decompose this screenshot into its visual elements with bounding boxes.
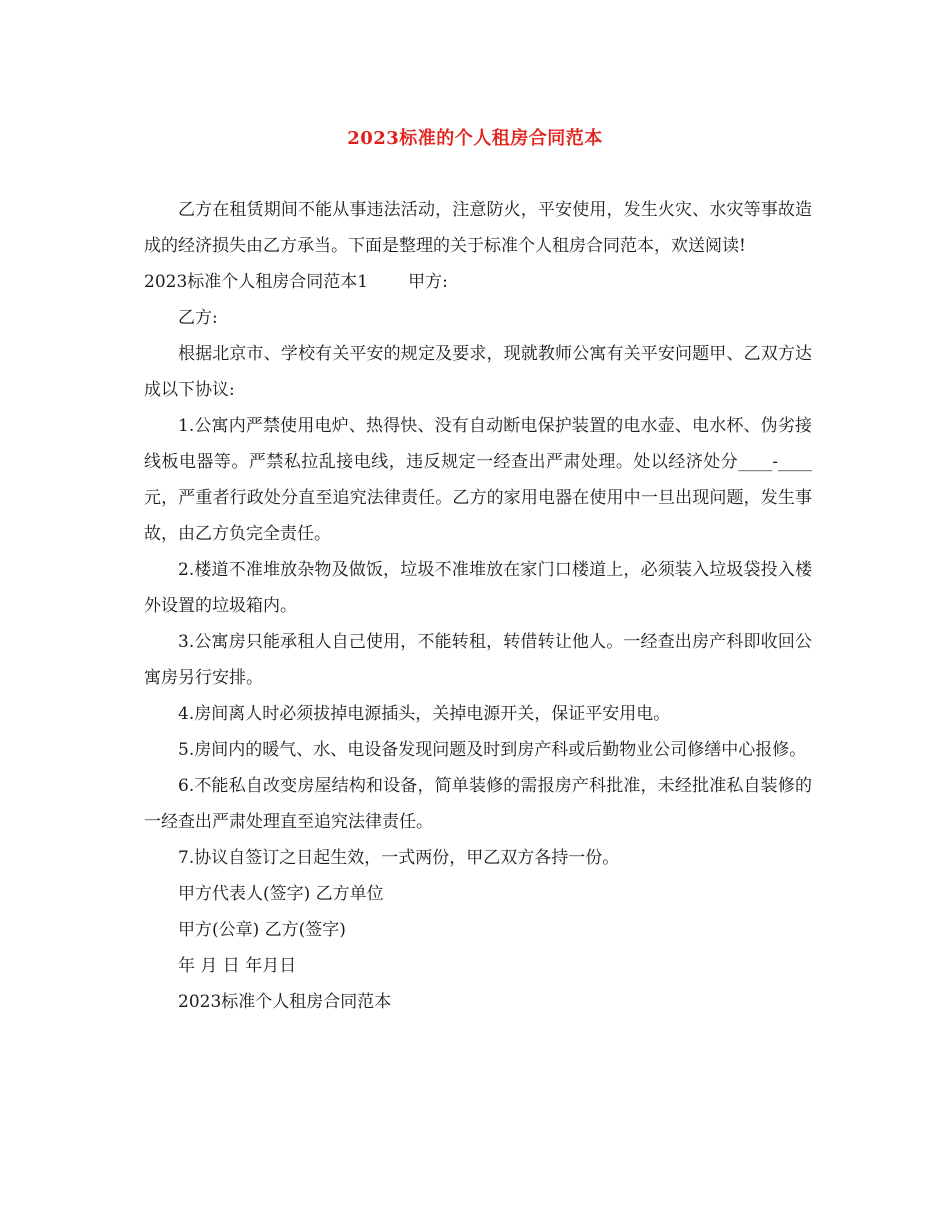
party-b-label: 乙方: — [178, 308, 218, 328]
clause-5: 5.房间内的暖气、水、电设备发现问题及时到房产科或后勤物业公司修缮中心报修。 — [178, 740, 807, 760]
clause-3: 3.公寓房只能承租人自己使用，不能转租，转借转让他人。一经查出房产科即收回公寓房另行安排。 — [144, 632, 812, 688]
contract-heading: 2023标准个人租房合同范本1 — [144, 272, 369, 292]
signature-line-2: 甲方(公章) 乙方(签字) — [178, 920, 346, 940]
document-body — [144, 192, 812, 1020]
contract-heading-line — [144, 264, 812, 300]
preamble-paragraph: 根据北京市、学校有关平安的规定及要求，现就教师公寓有关平安问题甲、乙双方达成以下协议: — [144, 344, 812, 400]
clause-2: 2.楼道不准堆放杂物及做饭，垃圾不准堆放在家门口楼道上，必须装入垃圾袋投入楼外设置的垃圾箱内。 — [144, 560, 812, 616]
date-line: 年 月 日 年月日 — [178, 956, 297, 976]
party-a-label: 甲方: — [408, 272, 448, 292]
signature-line-1: 甲方代表人(签字) 乙方单位 — [178, 884, 384, 904]
clause-6: 6.不能私自改变房屋结构和设备，简单装修的需报房产科批准，未经批准私自装修的一经查出严肃处理直至追究法律责任。 — [144, 776, 812, 832]
clause-7: 7.协议自签订之日起生效，一式两份，甲乙双方各持一份。 — [178, 848, 620, 868]
document-title: 2023标准的个人租房合同范本 — [347, 128, 603, 149]
clause-1: 1.公寓内严禁使用电炉、热得快、没有自动断电保护装置的电水壶、电水杯、伪劣接线板电器等。严禁私拉乱接电线，违反规定一经查出严肃处理。处以经济处分____-____元，严重者行政处分直至追究法律责任。乙方的家用电器在使用中一旦出现问题，发生事故，由乙方负完全责任。 — [144, 416, 812, 544]
intro-paragraph: 乙方在租赁期间不能从事违法活动，注意防火，平安使用，发生火灾、水灾等事故造成的经济损失由乙方承当。下面是整理的关于标准个人租房合同范本，欢送阅读! — [144, 200, 812, 256]
footer-heading: 2023标准个人租房合同范本 — [178, 992, 392, 1012]
clause-4: 4.房间离人时必须拔掉电源插头，关掉电源开关，保证平安用电。 — [178, 704, 671, 724]
